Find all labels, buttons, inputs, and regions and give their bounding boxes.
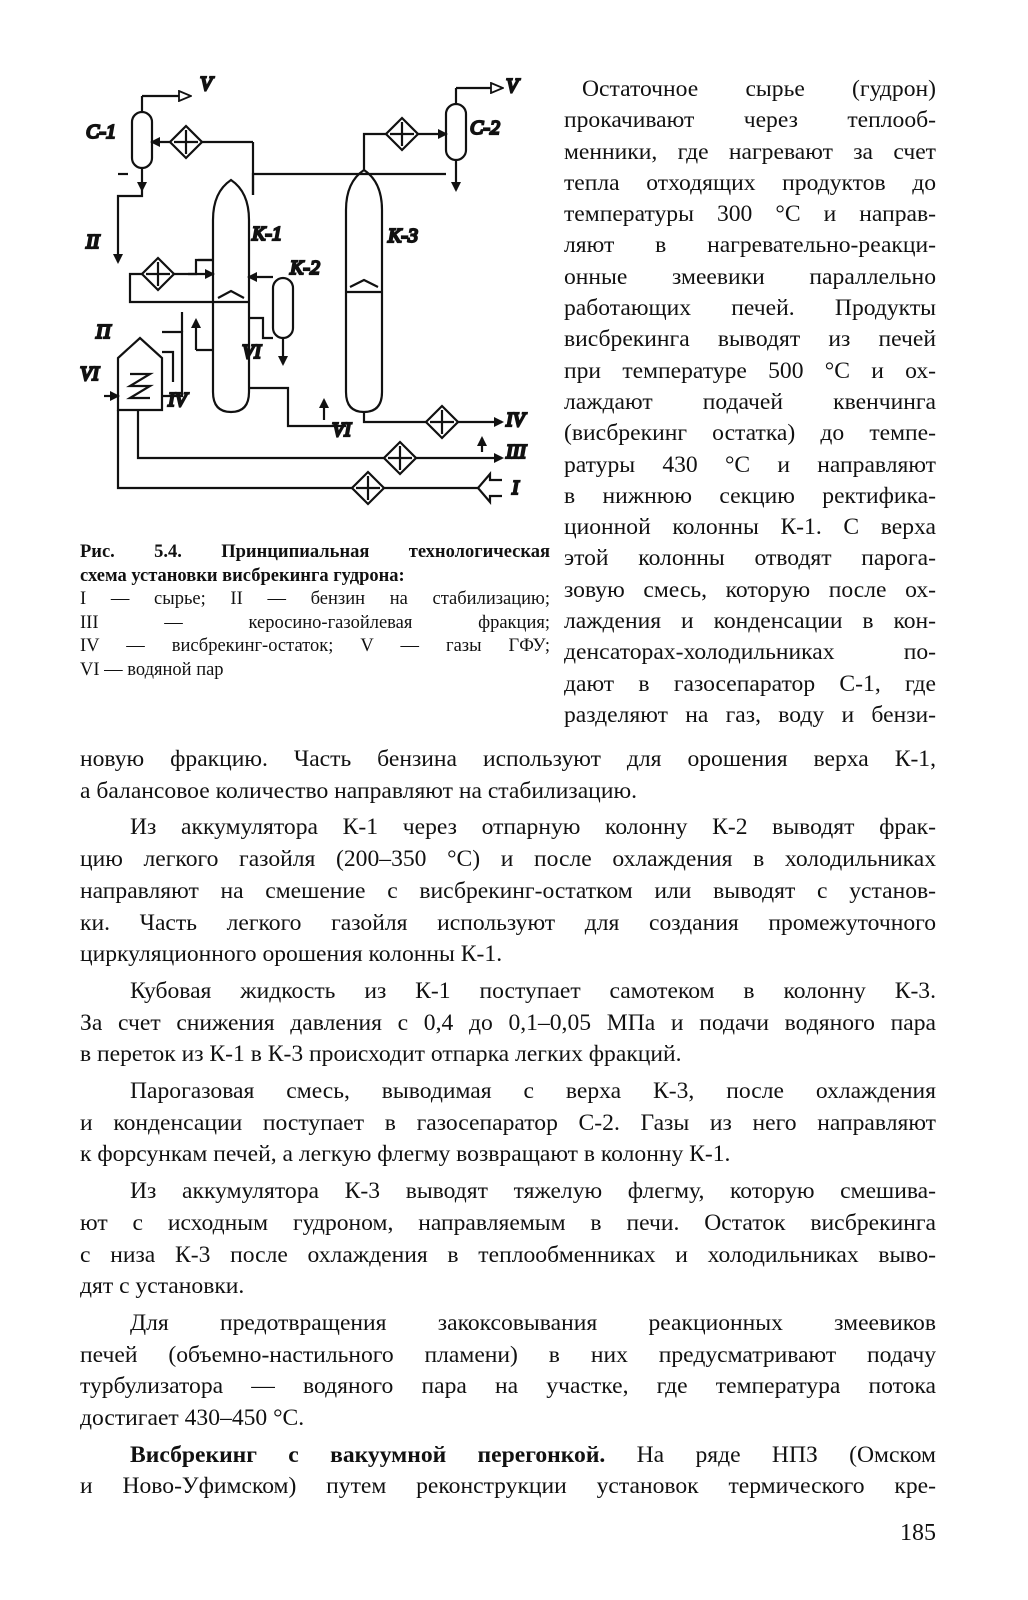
text-line: ют с исходным гудроном, направляемым в печи. Остаток висбрекинга xyxy=(80,1209,936,1236)
heat-exchanger-top-left xyxy=(170,126,202,158)
text-line: Парогазовая смесь, выводимая с верха К-3, после охлаждения xyxy=(130,1078,936,1105)
text-line: Из аккумулятора К-1 через отпарную колонну К-2 выводят фрак- xyxy=(130,814,936,841)
text-line: достигает 430–450 °С. xyxy=(80,1405,305,1432)
caption-legend-line: I — сырье; II — бензин на стабилизацию; xyxy=(80,589,550,610)
text-line: лаждения и конденсации в кон- xyxy=(564,608,936,635)
text-line: дают в газосепаратор С-1, где xyxy=(564,670,936,697)
text-line: разделяют на газ, воду и бензи- xyxy=(564,701,936,728)
text-line: этой колонны отводят парога- xyxy=(564,545,936,572)
text-line: к форсункам печей, а легкую флегму возвращают в колонну К-1. xyxy=(80,1141,731,1168)
text-line: ционной колонны К-1. С верха xyxy=(564,514,936,541)
text-line: в нижнюю секцию ректифика- xyxy=(564,482,936,509)
separator-c2 xyxy=(446,88,502,190)
label-steam-k3: VI xyxy=(332,419,351,441)
text-line: печей (объемно-настильного пламени) в них предусматривают подачу xyxy=(80,1341,936,1368)
caption-title-line: Рис. 5.4. Принципиальная технологическая xyxy=(80,542,550,562)
label-k1: К-1 xyxy=(252,223,282,245)
text-line: Кубовая жидкость из К-1 поступает самотеком в колонну К-3. xyxy=(130,977,936,1004)
text-line xyxy=(80,1440,936,1472)
label-furnace: П xyxy=(96,321,111,343)
text-line: Из аккумулятора К-3 выводят тяжелую флегму, которую смешива- xyxy=(130,1178,936,1205)
text-line: Для предотвращения закоксовывания реакционных змеевиков xyxy=(130,1309,936,1336)
label-feed: I xyxy=(512,477,519,499)
text-line: работающих печей. Продукты xyxy=(564,295,936,322)
text-line: а балансовое количество направляют на стабилизацию. xyxy=(80,777,637,804)
text-line: прокачивают через теплооб- xyxy=(564,107,936,134)
text-line: дят с установки. xyxy=(80,1273,245,1300)
furnace xyxy=(118,338,162,410)
heat-exchanger-lower-right xyxy=(384,442,416,474)
process-flow-diagram xyxy=(78,62,560,530)
heat-exchanger-bottom xyxy=(352,472,384,504)
text-fragment: На ряде НПЗ (Омском xyxy=(605,1441,936,1468)
caption-legend-line: VI — водяной пар xyxy=(80,659,224,680)
stripper-k2 xyxy=(273,278,293,338)
text-line: новую фракцию. Часть бензина используют для орошения верха К-1, xyxy=(80,746,936,772)
text-line: онные змеевики параллельно xyxy=(564,263,936,290)
text-line: направляют на смешение с висбрекинг-остатком или выводят с установ- xyxy=(80,877,936,904)
text-line: денсаторах-холодильниках по- xyxy=(564,639,936,666)
text-line: ратуры 430 °С и направляют xyxy=(564,451,936,478)
text-line: За счет снижения давления с 0,4 до 0,1–0,05 МПа и подачи водяного пара xyxy=(80,1009,936,1036)
section-heading: Висбрекинг с вакуумной перегонкой. xyxy=(130,1441,606,1468)
label-residue-left: IV xyxy=(168,389,187,411)
text-line: с низа К-3 после охлаждения в теплообменниках и холодильниках выво- xyxy=(80,1241,936,1268)
text-line: цию легкого газойля (200–350 °С) и после охлаждения в холодильниках xyxy=(80,846,936,873)
heat-exchanger-mid-left xyxy=(142,258,174,290)
text-line: ляют в нагревательно-реакци- xyxy=(564,232,936,259)
label-naphtha: II xyxy=(86,231,100,253)
right-column-text xyxy=(564,74,936,731)
text-line: циркуляционного орошения колонны К-1. xyxy=(80,941,503,968)
label-out-residue: IV xyxy=(506,409,525,431)
text-line: менники, где нагревают за счет xyxy=(564,138,936,165)
caption-title-line: схема установки висбрекинга гудрона: xyxy=(80,565,405,586)
heat-exchanger-bottom-right xyxy=(426,406,458,438)
column-k1 xyxy=(213,180,249,412)
label-steam-k2: VI xyxy=(242,341,261,363)
text-line: тепла отходящих продуктов до xyxy=(564,169,936,196)
text-line: температуры 300 °С и направ- xyxy=(564,201,936,228)
heat-exchanger-top-right xyxy=(386,118,418,150)
label-gas-right: V xyxy=(506,75,519,97)
label-c1: С-1 xyxy=(86,121,116,143)
text-line: и конденсации поступает в газосепаратор С-2. Газы из него направляют xyxy=(80,1109,936,1136)
text-line: ки. Часть легкого газойля используют для создания промежуточного xyxy=(80,909,936,936)
text-line: лаждают подачей квенчинга xyxy=(564,388,936,415)
label-steam-left: VI xyxy=(80,363,99,385)
label-out-kerosene: III xyxy=(506,441,526,463)
text-line: и Ново-Уфимском) путем реконструкции установок термического кре- xyxy=(80,1473,936,1500)
text-line: в переток из К-1 в К-3 происходит отпарка легких фракций. xyxy=(80,1041,682,1068)
page-number: 185 xyxy=(900,1520,936,1546)
text-line: висбрекинга выводят из печей xyxy=(564,326,936,353)
text-line: (висбрекинг остатка) до темпе- xyxy=(564,420,936,447)
caption-legend-line: IV — висбрекинг-остаток; V — газы ГФУ; xyxy=(80,636,550,657)
text-line: при температуре 500 °С и ох- xyxy=(564,357,936,384)
text-line: турбулизатора — водяного пара на участке, где температура потока xyxy=(80,1373,936,1400)
figure-caption xyxy=(80,541,550,683)
label-k2: К-2 xyxy=(290,257,320,279)
text-line: Остаточное сырье (гудрон) xyxy=(582,76,936,102)
text-line: зовую смесь, которую после ох- xyxy=(564,576,936,603)
body-text xyxy=(80,744,936,1503)
label-gas-left: V xyxy=(200,73,213,95)
caption-legend-line: III — керосино-газойлевая фракция; xyxy=(80,612,550,633)
column-k3 xyxy=(346,170,382,412)
label-k3: К-3 xyxy=(388,225,418,247)
label-c2: С-2 xyxy=(470,117,500,139)
